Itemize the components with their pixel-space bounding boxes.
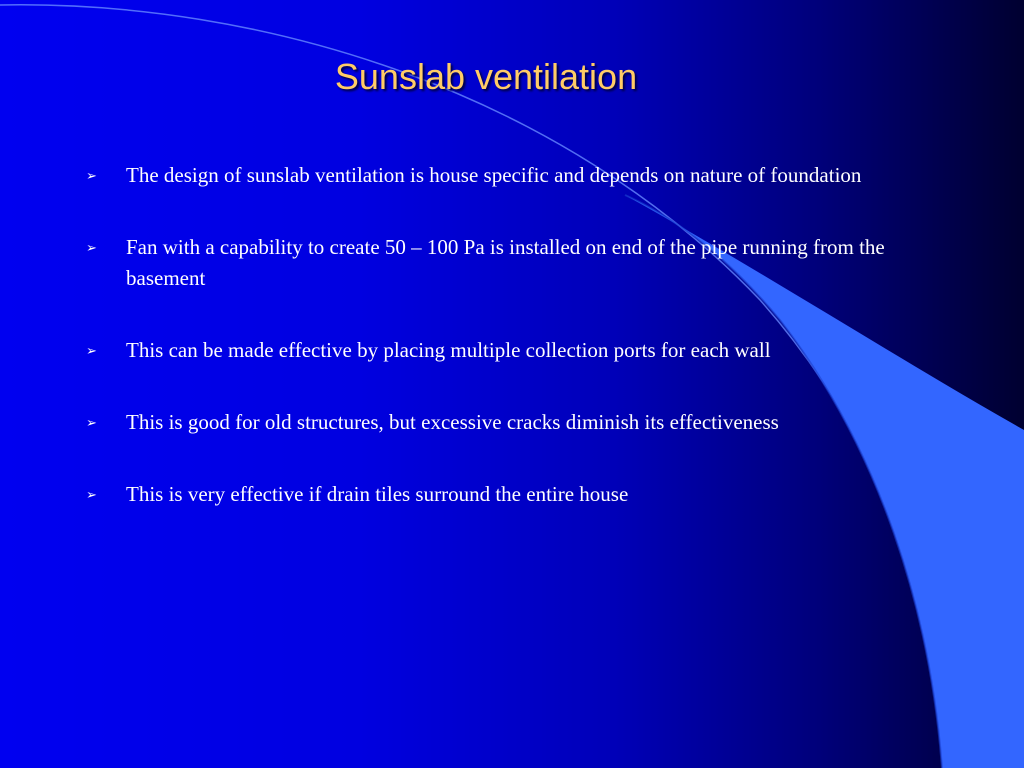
arrow-bullet-icon: ➢ xyxy=(86,487,97,502)
bullet-list xyxy=(86,160,936,551)
bullet-item xyxy=(86,407,936,438)
bullet-text: Fan with a capability to create 50 – 100 Pa is installed on end of the pipe running from the basement xyxy=(126,235,885,290)
slide-title: Sunslab ventilation xyxy=(334,56,638,97)
bullet-item xyxy=(86,479,936,510)
arrow-bullet-icon: ➢ xyxy=(86,168,97,183)
arrow-bullet-icon: ➢ xyxy=(86,240,97,255)
bullet-text: The design of sunslab ventilation is house specific and depends on nature of foundation xyxy=(126,163,862,187)
bullet-item xyxy=(86,160,936,191)
bullet-text: This can be made effective by placing multiple collection ports for each wall xyxy=(126,338,771,362)
arrow-bullet-icon: ➢ xyxy=(86,415,97,430)
bullet-item xyxy=(86,232,936,294)
bullet-text: This is good for old structures, but excessive cracks diminish its effectiveness xyxy=(126,410,779,434)
arrow-bullet-icon: ➢ xyxy=(86,343,97,358)
bullet-item xyxy=(86,335,936,366)
bullet-text: This is very effective if drain tiles surround the entire house xyxy=(126,482,629,506)
